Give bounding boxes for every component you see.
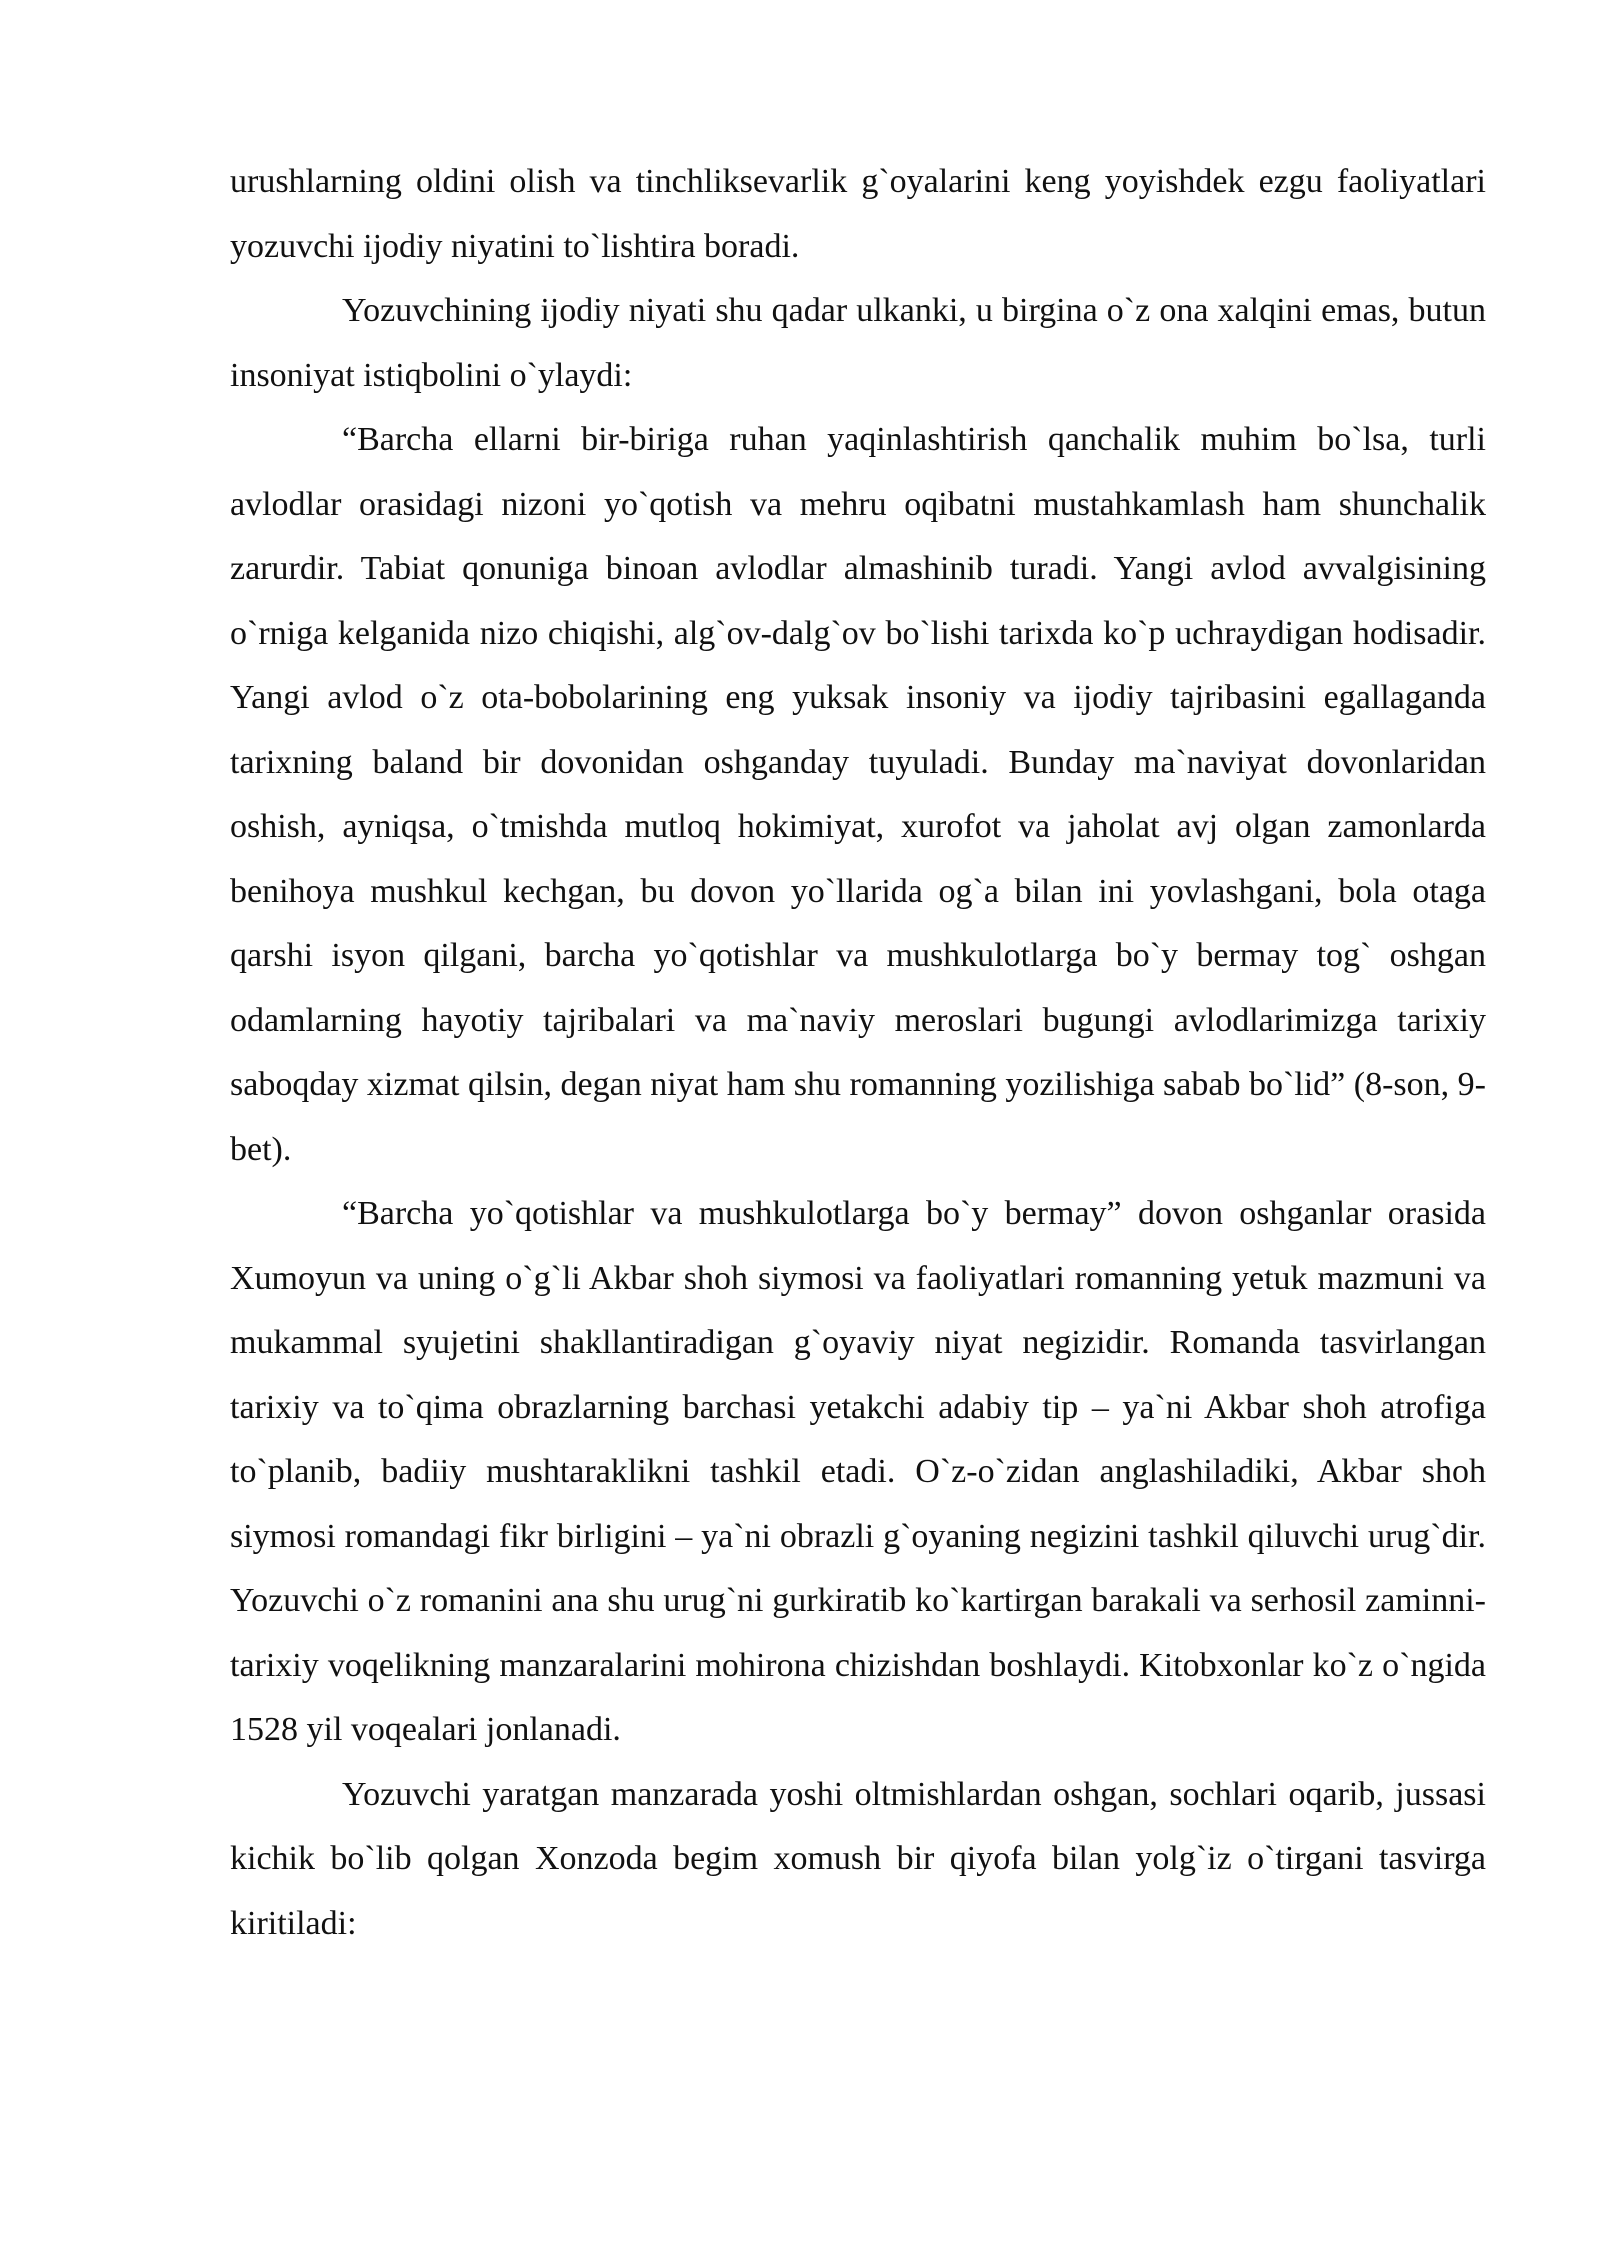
document-page (230, 150, 1486, 1956)
paragraph-3-quote: “Barcha ellarni bir-biriga ruhan yaqinlashtirish qanchalik muhim bo`lsa, turli avlodlar orasidagi nizoni yo`qotish va mehru oqibatni mustahkamlash ham shunchalik zarurdir. Tabiat qonuniga binoan avlodlar almashinib turadi. Yangi avlod avvalgisining o`rniga kelganida nizo chiqishi, alg`ov-dalg`ov bo`lishi tarixda ko`p uchraydigan hodisadir. Yangi avlod o`z ota-bobolarining eng yuksak insoniy va ijodiy tajribasini egallaganda tarixning baland bir dovonidan oshganday tuyuladi. Bunday ma`naviyat dovonlaridan oshish, ayniqsa, o`tmishda mutloq hokimiyat, xurofot va jaholat avj olgan zamonlarda benihoya mushkul kechgan, bu dovon yo`llarida og`a bilan ini yovlashgani, bola otaga qarshi isyon qilgani, barcha yo`qotishlar va mushkulotlarga bo`y bermay tog` oshgan odamlarning hayotiy tajribalari va ma`naviy meroslari bugungi avlodlarimizga tarixiy saboqday xizmat qilsin, degan niyat ham shu romanning yozilishiga sabab bo`lid” (8-son, 9-bet). (230, 421, 1486, 1168)
paragraph-1: urushlarning oldini olish va tinchliksevarlik g`oyalarini keng yoyishdek ezgu faoliyatlari yozuvchi ijodiy niyatini to`lishtira boradi. (230, 163, 1486, 265)
paragraph-4: “Barcha yo`qotishlar va mushkulotlarga bo`y bermay” dovon oshganlar orasida Xumoyun va uning o`g`li Akbar shoh siymosi va faoliyatlari romanning yetuk mazmuni va mukammal syujetini shakllantiradigan g`oyaviy niyat negizidir. Romanda tasvirlangan tarixiy va to`qima obrazlarning barchasi yetakchi adabiy tip – ya`ni Akbar shoh atrofiga to`planib, badiiy mushtaraklikni tashkil etadi. O`z-o`zidan anglashiladiki, Akbar shoh siymosi romandagi fikr birligini – ya`ni obrazli g`oyaning negizini tashkil qiluvchi urug`dir. Yozuvchi o`z romanini ana shu urug`ni gurkiratib ko`kartirgan barakali va serhosil zaminni- tarixiy voqelikning manzaralarini mohirona chizishdan boshlaydi. Kitobxonlar ko`z o`ngida 1528 yil voqealari jonlanadi. (230, 1195, 1486, 1748)
paragraph-5: Yozuvchi yaratgan manzarada yoshi oltmishlardan oshgan, sochlari oqarib, jussasi kichik bo`lib qolgan Xonzoda begim xomush bir qiyofa bilan yolg`iz o`tirgani tasvirga kiritiladi: (230, 1775, 1486, 1942)
paragraph-2: Yozuvchining ijodiy niyati shu qadar ulkanki, u birgina o`z ona xalqini emas, butun insoniyat istiqbolini o`ylaydi: (230, 292, 1486, 394)
